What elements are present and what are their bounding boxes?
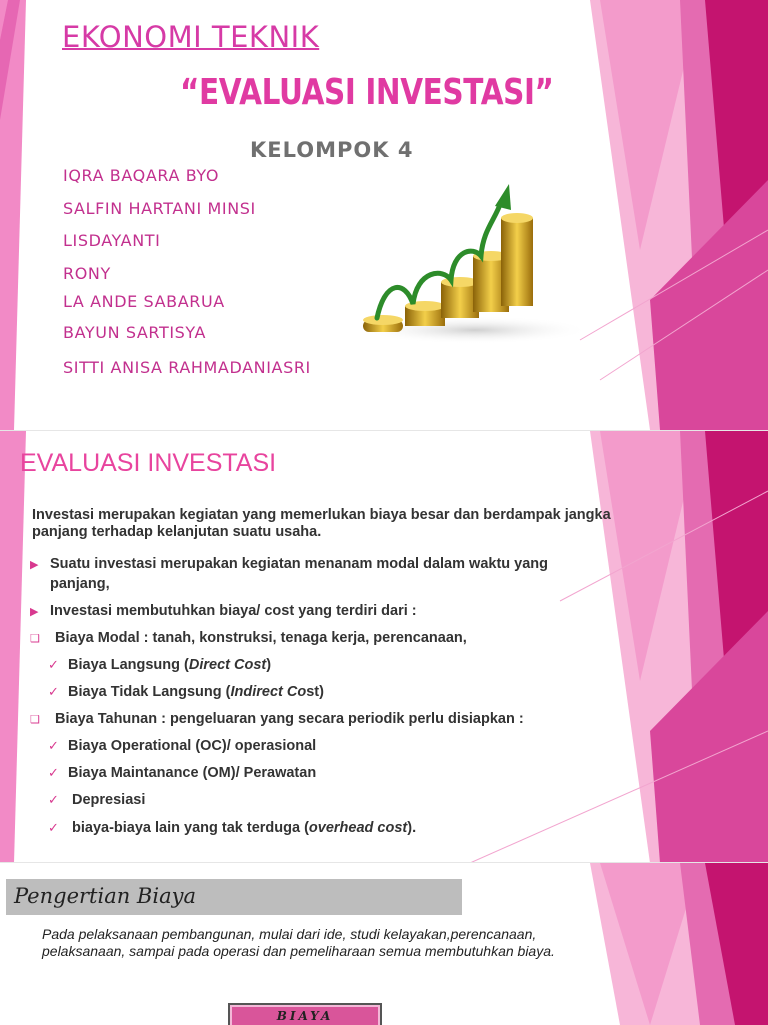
bullet-text: panjang, [50, 576, 110, 592]
bullet-text: Biaya Langsung (Direct Cost) [68, 657, 272, 673]
bullet-text: Biaya Operational (OC)/ operasional [68, 738, 317, 754]
slide-title [0, 0, 768, 430]
triangle-bullet-icon: ▶ [30, 559, 39, 571]
bullet-text: Suatu investasi merupakan kegiatan menanam modal dalam waktu yang [50, 556, 548, 572]
bullet-text: Biaya Maintanance (OM)/ Perawatan [68, 765, 317, 781]
slide-pengertian-biaya [0, 862, 768, 1025]
member-name: SALFIN HARTANI MINSI [63, 199, 256, 218]
member-name: LA ANDE SABARUA [63, 292, 225, 311]
check-icon: ✓ [48, 765, 59, 780]
check-icon: ✓ [48, 684, 59, 699]
check-icon: ✓ [48, 820, 59, 835]
section-heading: EVALUASI INVESTASI [20, 449, 277, 477]
bullet-text: Depresiasi [72, 792, 146, 808]
square-bullet-icon: ❑ [30, 714, 40, 726]
member-name: RONY [63, 264, 111, 283]
bullet-text: Biaya Tahunan : pengeluaran yang secara periodik perlu disiapkan : [55, 711, 524, 727]
member-name: IQRA BAQARA BYO [63, 166, 220, 185]
slide-evaluasi-investasi [0, 430, 768, 863]
check-icon: ✓ [48, 738, 59, 753]
bullet-text: Biaya Tidak Langsung (Indirect Cost) [68, 684, 324, 700]
check-icon: ✓ [48, 792, 59, 807]
intro-paragraph: Investasi merupakan kegiatan yang memerlukan biaya besar dan berdampak jangka panjang terhadap kelanjutan suatu usaha. [32, 507, 611, 540]
check-icon: ✓ [48, 657, 59, 672]
member-name: SITTI ANISA RAHMADANIASRI [63, 358, 311, 377]
section-heading: Pengertian Biaya [14, 884, 196, 908]
square-bullet-icon: ❑ [30, 633, 40, 645]
bullet-text: Investasi membutuhkan biaya/ cost yang terdiri dari : [50, 603, 417, 619]
presentation-title: “EVALUASI INVESTASI” [180, 72, 554, 113]
bullet-text: biaya-biaya lain yang tak terduga (overhead cost). [72, 820, 417, 836]
bullet-text: Biaya Modal : tanah, konstruksi, tenaga kerja, perencanaan, [55, 630, 467, 646]
definition-paragraph: Pada pelaksanaan pembangunan, mulai dari ide, studi kelayakan,perencanaan, pelaksanaan, sampai pada operasi dan pemeliharaan semua membutuhkan biaya. [42, 926, 555, 959]
member-name: BAYUN SARTISYA [63, 323, 207, 342]
course-title: EKONOMI TEKNIK [62, 20, 320, 54]
member-name: LISDAYANTI [63, 231, 161, 250]
triangle-bullet-icon: ▶ [30, 606, 39, 618]
gold-coins-growth-arrow-icon [355, 180, 585, 350]
group-label: KELOMPOK 4 [250, 138, 414, 162]
biaya-label: BIAYA [276, 1009, 334, 1023]
